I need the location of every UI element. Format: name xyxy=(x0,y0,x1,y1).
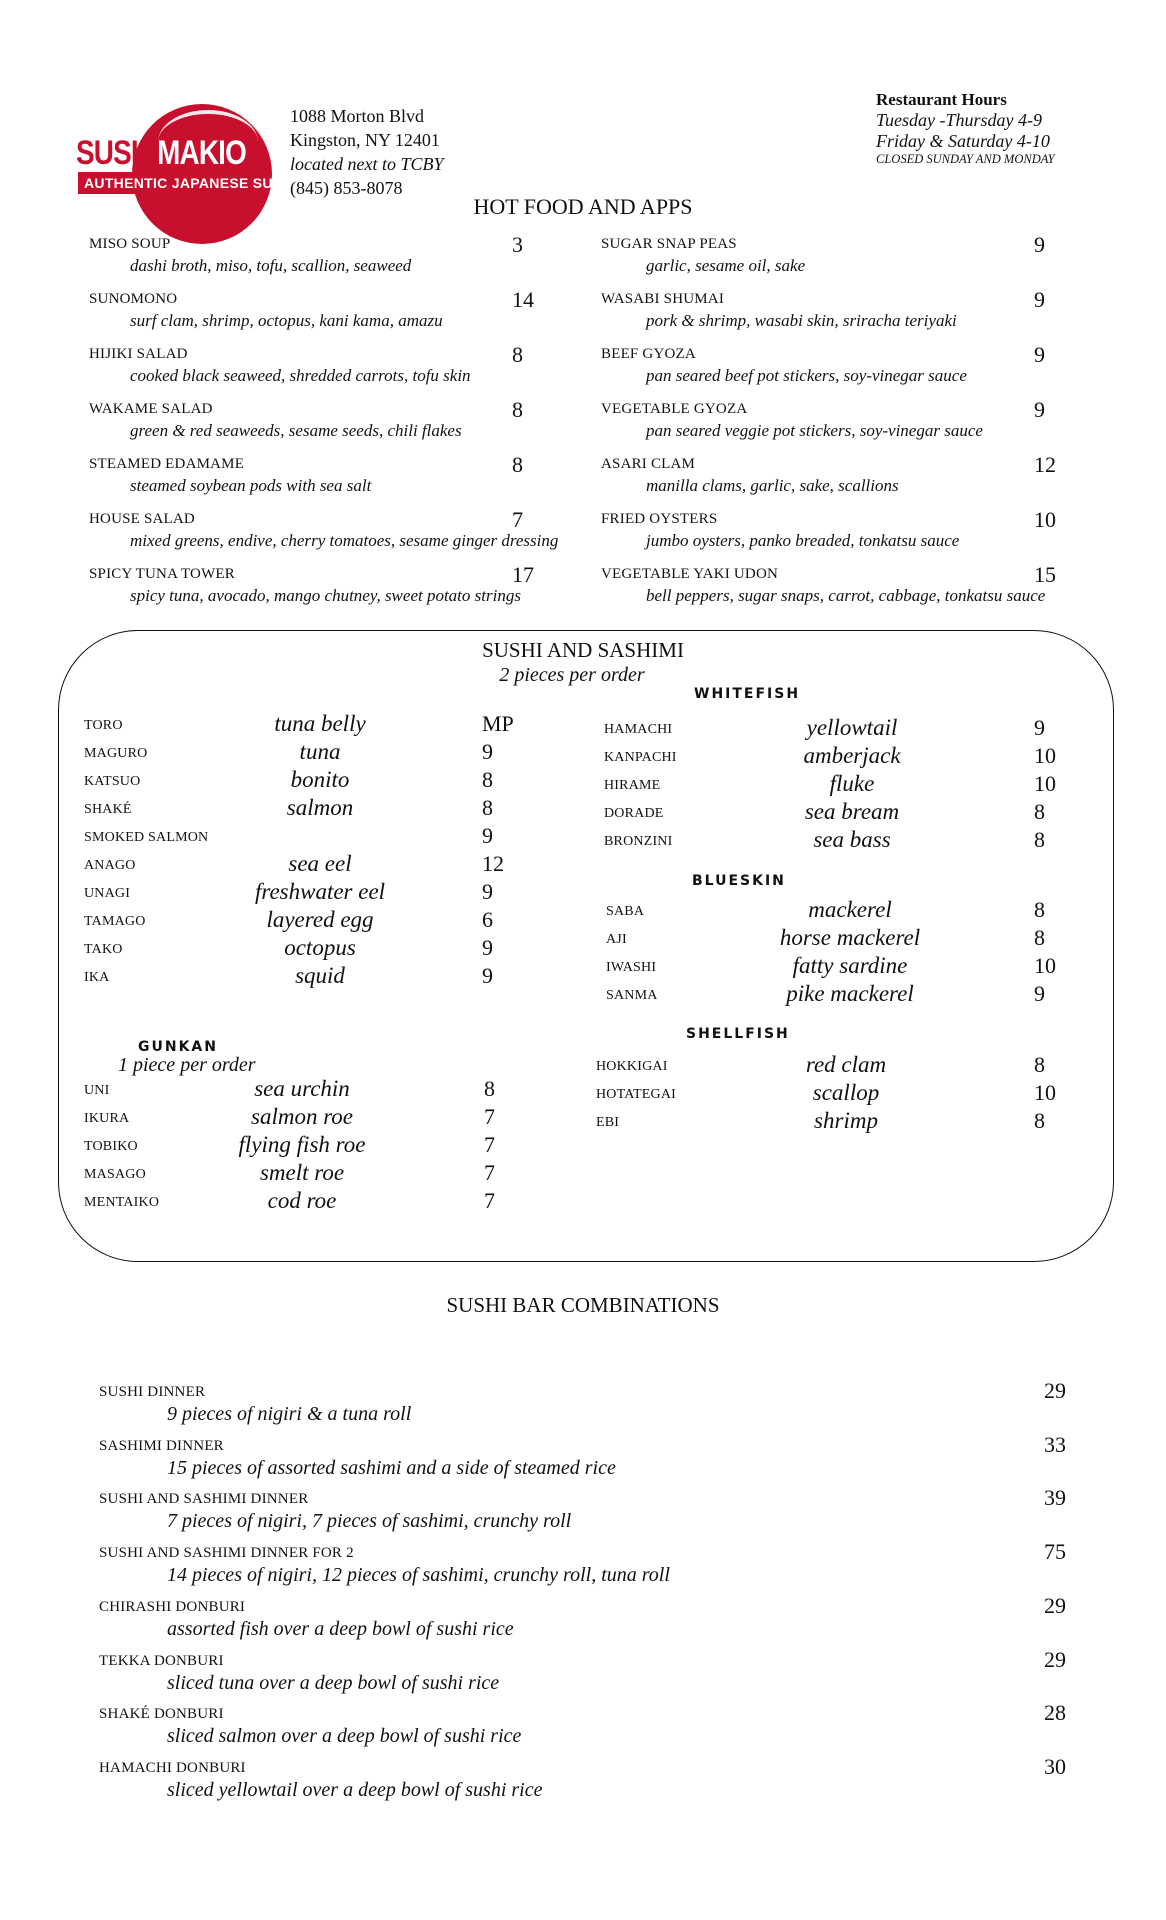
sushi-item-translation: horse mackerel xyxy=(779,925,921,950)
sushi-item-translation: mackerel xyxy=(808,897,892,922)
combo-name: SUSHI AND SASHIMI DINNER xyxy=(99,1491,309,1508)
hours-closed: CLOSED SUNDAY AND MONDAY xyxy=(876,152,1055,166)
logo-tagline: AUTHENTIC JAPANESE SUSHI xyxy=(84,175,298,191)
combo-description: assorted fish over a deep bowl of sushi rice xyxy=(167,1617,514,1640)
sushi-item-translation: fluke xyxy=(829,771,875,796)
sushi-item-name: IWASHI xyxy=(606,960,657,975)
combo-price: 29 xyxy=(1044,1646,1066,1672)
sushi-item-price: 8 xyxy=(484,1076,495,1101)
sushi-item-translation: cod roe xyxy=(267,1188,337,1213)
menu-item-price: 8 xyxy=(512,397,523,422)
sushi-item-price: 9 xyxy=(482,879,493,904)
sushi-item-price: 6 xyxy=(482,907,493,932)
sushi-item-name: HOKKIGAI xyxy=(596,1059,668,1074)
sushi-item-name: IKA xyxy=(84,970,110,985)
sushi-item-price: 7 xyxy=(484,1160,495,1185)
menu-item-price: 9 xyxy=(1034,342,1045,367)
sushi-item-price: MP xyxy=(482,711,514,736)
menu-item-price: 8 xyxy=(512,342,523,367)
sushi-item-translation: sea eel xyxy=(288,851,352,876)
sushi-item-translation: sea bream xyxy=(804,799,900,824)
combo-description: 9 pieces of nigiri & a tuna roll xyxy=(167,1403,412,1425)
sushi-item-name: EBI xyxy=(596,1115,620,1130)
menu-item-description: garlic, sesame oil, sake xyxy=(646,256,806,275)
menu-item-name: BEEF GYOZA xyxy=(601,346,696,362)
menu-item-name: SUGAR SNAP PEAS xyxy=(601,236,737,252)
sushi-item-translation: layered egg xyxy=(266,907,374,932)
menu-item-description: surf clam, shrimp, octopus, kani kama, amazu xyxy=(130,311,443,330)
sushi-item-translation: tuna xyxy=(299,739,341,764)
address-phone: (845) 853-8078 xyxy=(290,178,403,198)
sushi-item-translation: amberjack xyxy=(803,743,901,768)
sushi-item-name: MENTAIKO xyxy=(84,1195,160,1210)
sushi-item-translation: sea urchin xyxy=(254,1076,350,1101)
menu-item-price: 17 xyxy=(512,562,534,587)
sushi-item-price: 9 xyxy=(1034,981,1045,1006)
menu-item-description: steamed soybean pods with sea salt xyxy=(130,476,372,495)
sushi-item-name: TAKO xyxy=(84,942,123,957)
sushi-item-name: KATSUO xyxy=(84,774,141,789)
sushi-item-price: 10 xyxy=(1034,1080,1056,1105)
shellfish-heading: SHELLFISH xyxy=(686,1026,790,1042)
menu-item-description: dashi broth, miso, tofu, scallion, seaweed xyxy=(130,256,412,275)
sushi-item-name: SMOKED SALMON xyxy=(84,830,209,845)
menu-item-name: STEAMED EDAMAME xyxy=(89,456,245,472)
hot-food-title: HOT FOOD AND APPS xyxy=(473,194,693,219)
sushi-item-price: 9 xyxy=(482,935,493,960)
sushi-item-price: 10 xyxy=(1034,953,1056,978)
sushi-item-price: 7 xyxy=(484,1104,495,1129)
sushi-item-name: BRONZINI xyxy=(604,834,673,849)
restaurant-address xyxy=(290,104,443,200)
combo-price: 75 xyxy=(1044,1539,1066,1565)
sushi-item-name: UNI xyxy=(84,1083,110,1098)
sushi-item-name: DORADE xyxy=(604,806,664,821)
sushi-item-name: KANPACHI xyxy=(604,750,677,765)
sushi-item-price: 8 xyxy=(1034,925,1045,950)
sushi-item-price: 8 xyxy=(1034,799,1045,824)
menu-item-price: 9 xyxy=(1034,287,1045,312)
combo-description: sliced yellowtail over a deep bowl of sushi rice xyxy=(167,1778,543,1801)
sushi-item-translation: fatty sardine xyxy=(792,953,908,978)
menu-item-price: 15 xyxy=(1034,562,1056,587)
menu-item-name: HOUSE SALAD xyxy=(89,511,195,527)
sushi-item-translation: red clam xyxy=(805,1052,887,1077)
sushi-subtitle: 2 pieces per order xyxy=(499,664,645,686)
sushi-item-price: 7 xyxy=(484,1132,495,1157)
hours-weekday: Tuesday -Thursday 4-9 xyxy=(876,110,1042,130)
menu-item-name: VEGETABLE GYOZA xyxy=(601,401,748,417)
sushi-item-translation: scallop xyxy=(812,1080,880,1105)
combo-description: sliced tuna over a deep bowl of sushi rice xyxy=(167,1671,500,1694)
whitefish-heading: WHITEFISH xyxy=(694,686,801,702)
sushi-title: SUSHI AND SASHIMI xyxy=(482,638,684,662)
menu-item-description: green & red seaweeds, sesame seeds, chili flakes xyxy=(130,421,462,440)
menu-item-description: manilla clams, garlic, sake, scallions xyxy=(646,476,899,495)
combo-price: 29 xyxy=(1044,1378,1066,1403)
sushi-item-translation: flying fish roe xyxy=(238,1132,366,1157)
gunkan-subtitle: 1 piece per order xyxy=(118,1054,256,1076)
menu-item-description: spicy tuna, avocado, mango chutney, sweet potato strings xyxy=(130,586,521,605)
menu-item-name: SUNOMONO xyxy=(89,291,178,307)
sushi-item-price: 9 xyxy=(482,739,493,764)
sushi-item-price: 9 xyxy=(482,823,493,848)
sushi-item-name: SHAKÉ xyxy=(84,802,132,817)
menu-item-price: 9 xyxy=(1034,397,1045,422)
sushi-item-price: 8 xyxy=(1034,1108,1045,1133)
sushi-item-name: MAGURO xyxy=(84,746,148,761)
hours-weekend: Friday & Saturday 4-10 xyxy=(876,131,1050,151)
sushi-item-price: 8 xyxy=(482,767,493,792)
sushi-item-translation: salmon xyxy=(286,795,354,820)
menu-item-price: 10 xyxy=(1034,507,1056,532)
sushi-item-price: 8 xyxy=(482,795,493,820)
menu-item-price: 12 xyxy=(1034,452,1056,477)
menu-item-description: mixed greens, endive, cherry tomatoes, sesame ginger dressing xyxy=(130,531,559,550)
menu-item-description: jumbo oysters, panko breaded, tonkatsu sauce xyxy=(646,531,960,550)
menu-item-name: ASARI CLAM xyxy=(601,456,696,472)
menu-item-name: MISO SOUP xyxy=(89,236,171,252)
combo-price: 39 xyxy=(1044,1485,1066,1511)
sushi-item-price: 9 xyxy=(482,963,493,988)
combo-description: sliced salmon over a deep bowl of sushi rice xyxy=(167,1725,522,1748)
combo-price: 29 xyxy=(1044,1592,1066,1618)
restaurant-hours xyxy=(876,90,1055,167)
sushi-item-price: 10 xyxy=(1034,771,1056,796)
combo-description: 14 pieces of nigiri, 12 pieces of sashimi, crunchy roll, tuna roll xyxy=(167,1564,670,1587)
sushi-item-price: 12 xyxy=(482,851,504,876)
sushi-item-price: 10 xyxy=(1034,743,1056,768)
sushi-item-translation: smelt roe xyxy=(259,1160,345,1185)
sushi-item-translation: sea bass xyxy=(813,827,891,852)
combo-name: SUSHI DINNER xyxy=(99,1384,206,1400)
combo-name: HAMACHI DONBURI xyxy=(99,1759,246,1776)
sushi-item-price: 9 xyxy=(1034,715,1045,740)
combos-title: SUSHI BAR COMBINATIONS xyxy=(446,1293,720,1317)
menu-item-name: HIJIKI SALAD xyxy=(89,346,188,362)
sushi-item-name: HAMACHI xyxy=(604,722,673,737)
menu-item-description: cooked black seaweed, shredded carrots, tofu skin xyxy=(130,366,471,385)
logo-wordmark: SUSHIMAKIO xyxy=(76,134,246,172)
sushi-item-name: HIRAME xyxy=(604,778,661,793)
sushi-item-price: 8 xyxy=(1034,1052,1045,1077)
address-city: Kingston, NY 12401 xyxy=(290,130,440,150)
sushi-item-translation: tuna belly xyxy=(274,711,366,736)
combo-name: TEKKA DONBURI xyxy=(99,1652,224,1669)
sushi-item-name: ANAGO xyxy=(84,858,136,873)
menu-item-description: bell peppers, sugar snaps, carrot, cabbage, tonkatsu sauce xyxy=(646,586,1046,605)
hours-title: Restaurant Hours xyxy=(876,90,1007,109)
combo-description: 15 pieces of assorted sashimi and a side of steamed rice xyxy=(167,1456,616,1479)
combo-price: 30 xyxy=(1044,1753,1066,1779)
menu-item-price: 3 xyxy=(512,232,523,257)
sushi-item-translation: yellowtail xyxy=(806,715,898,740)
sushi-item-price: 8 xyxy=(1034,897,1045,922)
menu-item-description: pan seared beef pot stickers, soy-vinegar sauce xyxy=(646,366,967,385)
menu-item-price: 8 xyxy=(512,452,523,477)
combo-name: CHIRASHI DONBURI xyxy=(99,1598,246,1615)
menu-item-name: WAKAME SALAD xyxy=(89,401,213,417)
combo-price: 28 xyxy=(1044,1700,1066,1726)
sushi-item-translation: pike mackerel xyxy=(786,981,914,1006)
combo-name: SHAKÉ DONBURI xyxy=(99,1706,224,1723)
address-street: 1088 Morton Blvd xyxy=(290,106,425,126)
sushi-item-name: MASAGO xyxy=(84,1167,146,1182)
sushi-item-name: SABA xyxy=(606,904,645,919)
combo-name: SUSHI AND SASHIMI DINNER FOR 2 xyxy=(99,1545,354,1562)
combo-name: SASHIMI DINNER xyxy=(99,1437,224,1454)
menu-item-name: FRIED OYSTERS xyxy=(601,511,718,527)
sushi-item-name: TORO xyxy=(84,718,123,733)
sushi-item-name: AJI xyxy=(606,932,627,947)
sushi-item-translation: octopus xyxy=(284,935,356,960)
sushi-item-translation: shrimp xyxy=(814,1108,878,1133)
menu-item-price: 9 xyxy=(1034,232,1045,257)
gunkan-heading: GUNKAN xyxy=(138,1039,218,1055)
menu-item-name: VEGETABLE YAKI UDON xyxy=(601,566,779,582)
sushi-item-translation: salmon roe xyxy=(250,1104,354,1129)
menu-item-name: WASABI SHUMAI xyxy=(601,291,725,307)
sushi-item-price: 7 xyxy=(484,1188,495,1213)
sushi-sashimi-panel xyxy=(58,630,1114,1262)
blueskin-heading: BLUESKIN xyxy=(692,873,786,889)
sushi-item-name: TOBIKO xyxy=(84,1139,138,1154)
sushi-item-name: IKURA xyxy=(84,1111,130,1126)
address-note: located next to TCBY xyxy=(290,154,444,174)
sushi-item-name: UNAGI xyxy=(84,886,131,901)
menu-item-description: pork & shrimp, wasabi skin, sriracha teriyaki xyxy=(646,311,957,330)
sushi-item-translation: bonito xyxy=(290,767,350,792)
sushi-item-name: HOTATEGAI xyxy=(596,1087,676,1102)
sushi-item-translation: squid xyxy=(295,963,345,988)
sushi-item-name: TAMAGO xyxy=(84,914,146,929)
menu-item-price: 14 xyxy=(512,287,534,312)
menu-item-price: 7 xyxy=(512,507,523,532)
sushi-item-name: SANMA xyxy=(606,988,658,1003)
combo-price: 33 xyxy=(1044,1431,1066,1457)
menu-item-name: SPICY TUNA TOWER xyxy=(89,566,236,582)
sushi-item-translation: freshwater eel xyxy=(254,879,386,904)
combo-description: 7 pieces of nigiri, 7 pieces of sashimi, crunchy roll xyxy=(167,1510,572,1533)
menu-item-description: pan seared veggie pot stickers, soy-vinegar sauce xyxy=(646,421,983,440)
sushi-item-price: 8 xyxy=(1034,827,1045,852)
